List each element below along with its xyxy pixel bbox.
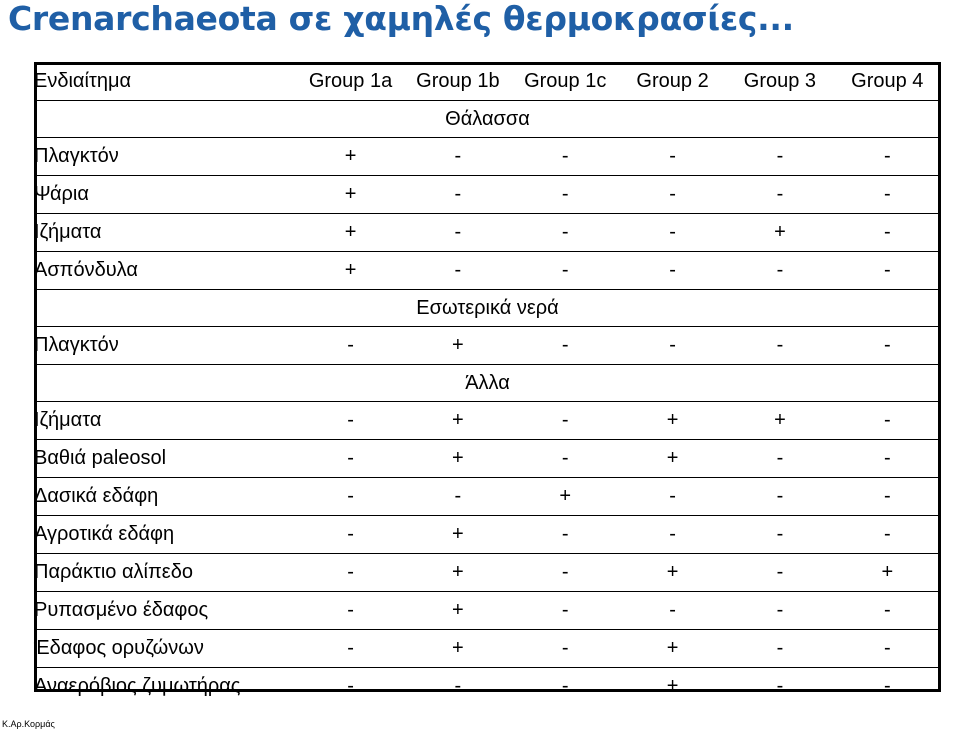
presence-cell: + [619,668,726,706]
presence-cell: + [297,138,404,176]
presence-cell: - [619,592,726,630]
presence-cell: - [726,478,833,516]
presence-cell: - [512,440,619,478]
header-habitat: Ενδιαίτημα [34,69,132,92]
presence-cell: - [512,630,619,668]
presence-cell: + [619,402,726,440]
header-group-1c: Group 1c [524,69,607,92]
presence-cell: - [834,214,941,252]
habitat-label: Αγροτικά εδάφη [34,516,297,554]
presence-cell: - [297,630,404,668]
presence-cell: + [619,554,726,592]
presence-cell: - [726,516,833,554]
presence-cell: + [297,176,404,214]
presence-cell: - [404,252,511,290]
presence-cell: - [834,668,941,706]
presence-cell: - [834,252,941,290]
presence-cell: - [726,252,833,290]
presence-cell: - [834,478,941,516]
habitat-label: Βαθιά paleosol [34,440,297,478]
header-group-3: Group 3 [743,69,817,92]
presence-cell: - [512,402,619,440]
presence-cell: + [512,478,619,516]
presence-cell: - [404,214,511,252]
presence-cell: - [297,668,404,706]
presence-cell: + [834,554,941,592]
presence-cell: + [619,630,726,668]
presence-cell: - [834,440,941,478]
presence-cell: - [512,214,619,252]
habitat-label: Αναερόβιος ζυμωτήρας [34,668,297,706]
section-heading: Εσωτερικά νερά [34,290,941,327]
presence-cell: - [512,176,619,214]
presence-cell: - [512,516,619,554]
presence-cell: - [726,668,833,706]
table-border [34,62,941,692]
presence-cell: - [619,138,726,176]
header-group-4: Group 4 [851,69,924,92]
presence-cell: - [834,138,941,176]
presence-cell: - [834,630,941,668]
presence-cell: - [834,516,941,554]
presence-cell: - [404,478,511,516]
habitat-label: Παράκτιο αλίπεδο [34,554,297,592]
habitat-label: Ιζήματα [34,402,297,440]
presence-cell: + [404,592,511,630]
presence-cell: + [726,214,833,252]
presence-cell: - [726,327,833,365]
habitat-label: Ρυπασμένο έδαφος [34,592,297,630]
presence-cell: - [619,327,726,365]
presence-cell: - [726,592,833,630]
presence-cell: - [619,478,726,516]
presence-cell: - [297,516,404,554]
presence-cell: + [297,214,404,252]
presence-cell: - [834,327,941,365]
header-group-2: Group 2 [636,69,709,92]
presence-cell: - [726,630,833,668]
presence-cell: - [404,176,511,214]
presence-cell: - [297,478,404,516]
presence-cell: - [726,440,833,478]
presence-cell: + [404,516,511,554]
presence-cell: - [404,138,511,176]
habitat-label: Ασπόνδυλα [34,252,297,290]
presence-cell: - [297,554,404,592]
header-group-1b: Group 1b [416,69,500,92]
presence-cell: + [404,440,511,478]
presence-cell: + [404,630,511,668]
presence-cell: - [297,327,404,365]
presence-cell: - [512,327,619,365]
habitat-label: Πλαγκτόν [34,138,297,176]
presence-cell: - [726,554,833,592]
habitat-label: Ιζήματα [34,214,297,252]
presence-cell: - [297,592,404,630]
header-group-1a: Group 1a [308,69,393,92]
presence-cell: + [297,252,404,290]
presence-cell: - [834,592,941,630]
habitat-label: Δασικά εδάφη [34,478,297,516]
presence-cell: - [619,252,726,290]
presence-cell: + [404,327,511,365]
presence-cell: - [297,402,404,440]
author-credit: Κ.Αρ.Κορμάς [2,719,55,729]
presence-cell: + [619,440,726,478]
presence-cell: - [512,138,619,176]
presence-cell: + [726,402,833,440]
presence-cell: - [726,138,833,176]
presence-cell: + [404,402,511,440]
presence-cell: - [834,402,941,440]
presence-cell: - [619,516,726,554]
presence-cell: - [619,214,726,252]
presence-cell: + [404,554,511,592]
section-heading: Θάλασσα [34,101,941,138]
habitat-label: Πλαγκτόν [34,327,297,365]
presence-cell: - [834,176,941,214]
presence-cell: - [297,440,404,478]
presence-cell: - [512,252,619,290]
presence-cell: - [404,668,511,706]
slide-title: Crenarchaeota σε χαμηλές θερμοκρασίες... [8,0,794,38]
presence-cell: - [512,592,619,630]
presence-cell: - [512,668,619,706]
presence-cell: - [619,176,726,214]
habitat-label: Ψάρια [34,176,297,214]
habitat-label: Έδαφος ορυζώνων [34,630,297,668]
presence-cell: - [512,554,619,592]
section-heading: Άλλα [34,365,941,402]
presence-cell: - [726,176,833,214]
